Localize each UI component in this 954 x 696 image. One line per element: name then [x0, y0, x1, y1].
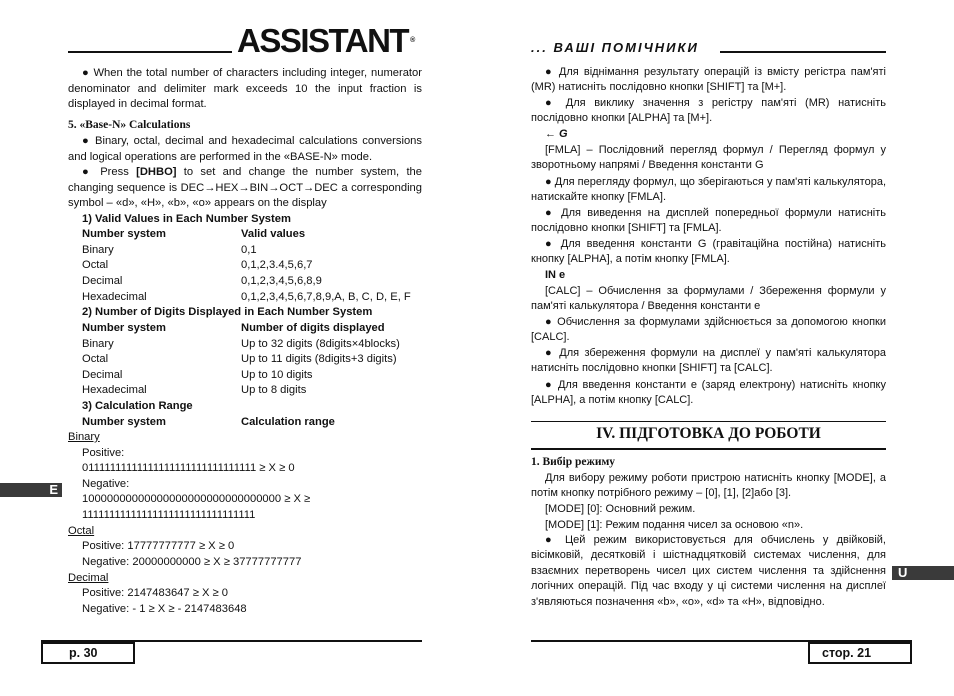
base-n-mode-paragraph: ● Цей режим використовується для обчислень у двійковій, вісімковій, десятковій і шістнадцятковій системах числення, для взаємних перетворень чисел цих систем числення та здійснення логічних операцій. Під час входу у ці системи числення на дисплеї з'являються позначення «b», «o», «d» та «H», відповідно.	[531, 534, 886, 608]
table-row	[82, 258, 313, 274]
row-label: Hexadecimal	[82, 384, 147, 396]
table2-head-col2: Number of digits displayed	[241, 322, 385, 334]
header-rule-left	[68, 51, 232, 53]
table2-head-col1: Number system	[82, 322, 166, 334]
p2-prefix: ● Press	[82, 166, 137, 178]
binary-negative-range-2: 11111111111111111111111111111111	[82, 509, 256, 521]
mode-select-paragraph: Для вибору режиму роботи пристрою натисніть кнопку [MODE], а потім кнопку потрібного режиму – [0], [1], [2]або [3].	[531, 472, 886, 500]
table1-header	[82, 227, 306, 243]
decimal-negative-range: Negative: - 1 ≥ X ≥ - 2147483648	[82, 603, 247, 615]
mode-1-line: [MODE] [1]: Режим подання чисел за основою «n».	[545, 519, 804, 531]
side-tab-e: E	[0, 483, 62, 497]
fmla-previous-paragraph: ● Для виведення на дисплей попередньої формули натисніть послідовно кнопки [SHIFT] та [FMLA].	[531, 207, 886, 235]
table-row	[82, 383, 307, 399]
table1-head-col2: Valid values	[241, 228, 306, 240]
octal-negative-range: Negative: 20000000000 ≥ X ≥ 37777777777	[82, 556, 302, 568]
page-number-left: p. 30	[41, 642, 135, 664]
g-key-heading: ← G	[545, 128, 568, 140]
table3-head-col1: Number system	[82, 416, 166, 428]
binary-negative-range-1: 10000000000000000000000000000000 ≥ X ≥	[82, 493, 311, 505]
table-row	[82, 368, 313, 384]
table2-title: 2) Number of Digits Displayed in Each Number System	[82, 306, 373, 318]
in-e-heading: IN e	[545, 269, 566, 281]
row-value: 0,1,2,3,4,5,6,8,9	[241, 275, 322, 287]
octal-heading: Octal	[68, 525, 95, 537]
calc-key-description: [CALC] – Обчислення за формулами / Збереження формули у пам'яті калькулятора / Введення константи e	[531, 285, 886, 313]
binary-heading: Binary	[68, 431, 100, 443]
row-label: Decimal	[82, 275, 123, 287]
row-value: 0,1,2,3.4,5,6,7	[241, 259, 313, 271]
mr-subtract-paragraph: ● Для віднімання результату операцій із вмісту регістра пам'яті (MR) натисніть послідовно кнопки [SHIFT] та [M+].	[531, 66, 886, 94]
brand-logo-text: ASSISTANT	[237, 22, 409, 59]
row-label: Decimal	[82, 369, 123, 381]
fmla-view-paragraph: ● Для перегляду формул, що зберігаються у пам'яті калькулятора, натискайте кнопку [FMLA].	[531, 176, 886, 204]
row-label: Binary	[82, 244, 114, 256]
row-label: Hexadecimal	[82, 291, 147, 303]
row-value: Up to 8 digits	[241, 384, 307, 396]
header-rule-right	[720, 51, 886, 53]
octal-positive-range: Positive: 17777777777 ≥ X ≥ 0	[82, 540, 235, 552]
base-n-paragraph-2	[68, 165, 422, 212]
table1-head-col1: Number system	[82, 228, 166, 240]
table-row	[82, 352, 397, 368]
table-row	[82, 274, 322, 290]
row-value: Up to 10 digits	[241, 369, 313, 381]
binary-negative-label: Negative:	[82, 478, 130, 490]
table-row	[82, 290, 411, 306]
intro-paragraph: ● When the total number of characters including integer, numerator denominator and delimiter mark exceeds 10 the input fraction is displayed in decimal format.	[68, 67, 422, 111]
table3-title: 3) Calculation Range	[82, 400, 193, 412]
calc-usage-paragraph: ● Обчислення за формулами здійснюється за допомогою кнопки [CALC].	[531, 316, 886, 344]
page-number-right: стор. 21	[808, 642, 912, 664]
table-row	[82, 337, 400, 353]
binary-positive-label: Positive:	[82, 447, 125, 459]
row-value: 0,1,2,3,4,5,6,7,8,9,A, B, C, D, E, F	[241, 291, 411, 303]
mode-select-title: 1. Вибір режиму	[531, 456, 616, 468]
row-value: Up to 32 digits (8digits×4blocks)	[241, 338, 400, 350]
chapter-title: IV. ПІДГОТОВКА ДО РОБОТИ	[596, 425, 821, 442]
section-title-base-n: 5. «Base-N» Calculations	[68, 119, 191, 131]
decimal-heading: Decimal	[68, 572, 109, 584]
mode-0-line: [MODE] [0]: Основний режим.	[545, 503, 696, 515]
base-n-paragraph-1: ● Binary, octal, decimal and hexadecimal calculations conversions and logical operations are performed in the «BASE-N» mode.	[68, 135, 422, 163]
right-header-title: ... ВАШІ ПОМІЧНИКИ	[531, 40, 699, 55]
p2-suffix: to set and change the number system, the changing sequence is DEC→HEX→BIN→OCT→DEC a corresponding symbol – «d», «H», «b», «o» appears on the display	[68, 166, 422, 210]
fmla-key-description: [FMLA] – Послідовний перегляд формул / Перегляд формул у зворотньому напрямі / Введення константи G	[531, 144, 886, 172]
brand-logo	[237, 23, 414, 59]
decimal-positive-range: Positive: 2147483647 ≥ X ≥ 0	[82, 587, 229, 599]
table3-header	[82, 415, 335, 431]
table2-header	[82, 321, 385, 337]
row-label: Binary	[82, 338, 114, 350]
side-tab-u: U	[892, 566, 954, 580]
row-value: Up to 11 digits (8digits+3 digits)	[241, 353, 397, 365]
registered-mark: ®	[410, 37, 414, 44]
e-constant-paragraph: ● Для введення константи e (заряд електрону) натисніть кнопку [ALPHA], а потім кнопку [CALC].	[531, 379, 886, 407]
mr-recall-paragraph: ● Для виклику значення з регістру пам'яті (MR) натисніть послідовно кнопки [ALPHA] та [M+].	[531, 97, 886, 125]
row-value: 0,1	[241, 244, 257, 256]
table1-title: 1) Valid Values in Each Number System	[82, 213, 291, 225]
calc-save-paragraph: ● Для збереження формули на дисплеї у пам'яті калькулятора натисніть послідовно кнопки [SHIFT] та [CALC].	[531, 347, 886, 375]
table-row	[82, 243, 257, 259]
g-constant-paragraph: ● Для введення константи G (гравітаційна постійна) натисніть кнопку [ALPHA], а потім кнопку [FMLA].	[531, 238, 886, 266]
binary-positive-range: 01111111111111111111111111111111 ≥ X ≥ 0	[82, 462, 295, 474]
dhbo-key: [DHBO]	[136, 166, 177, 178]
row-label: Octal	[82, 259, 109, 271]
row-label: Octal	[82, 353, 109, 365]
table3-head-col2: Calculation range	[241, 416, 335, 428]
